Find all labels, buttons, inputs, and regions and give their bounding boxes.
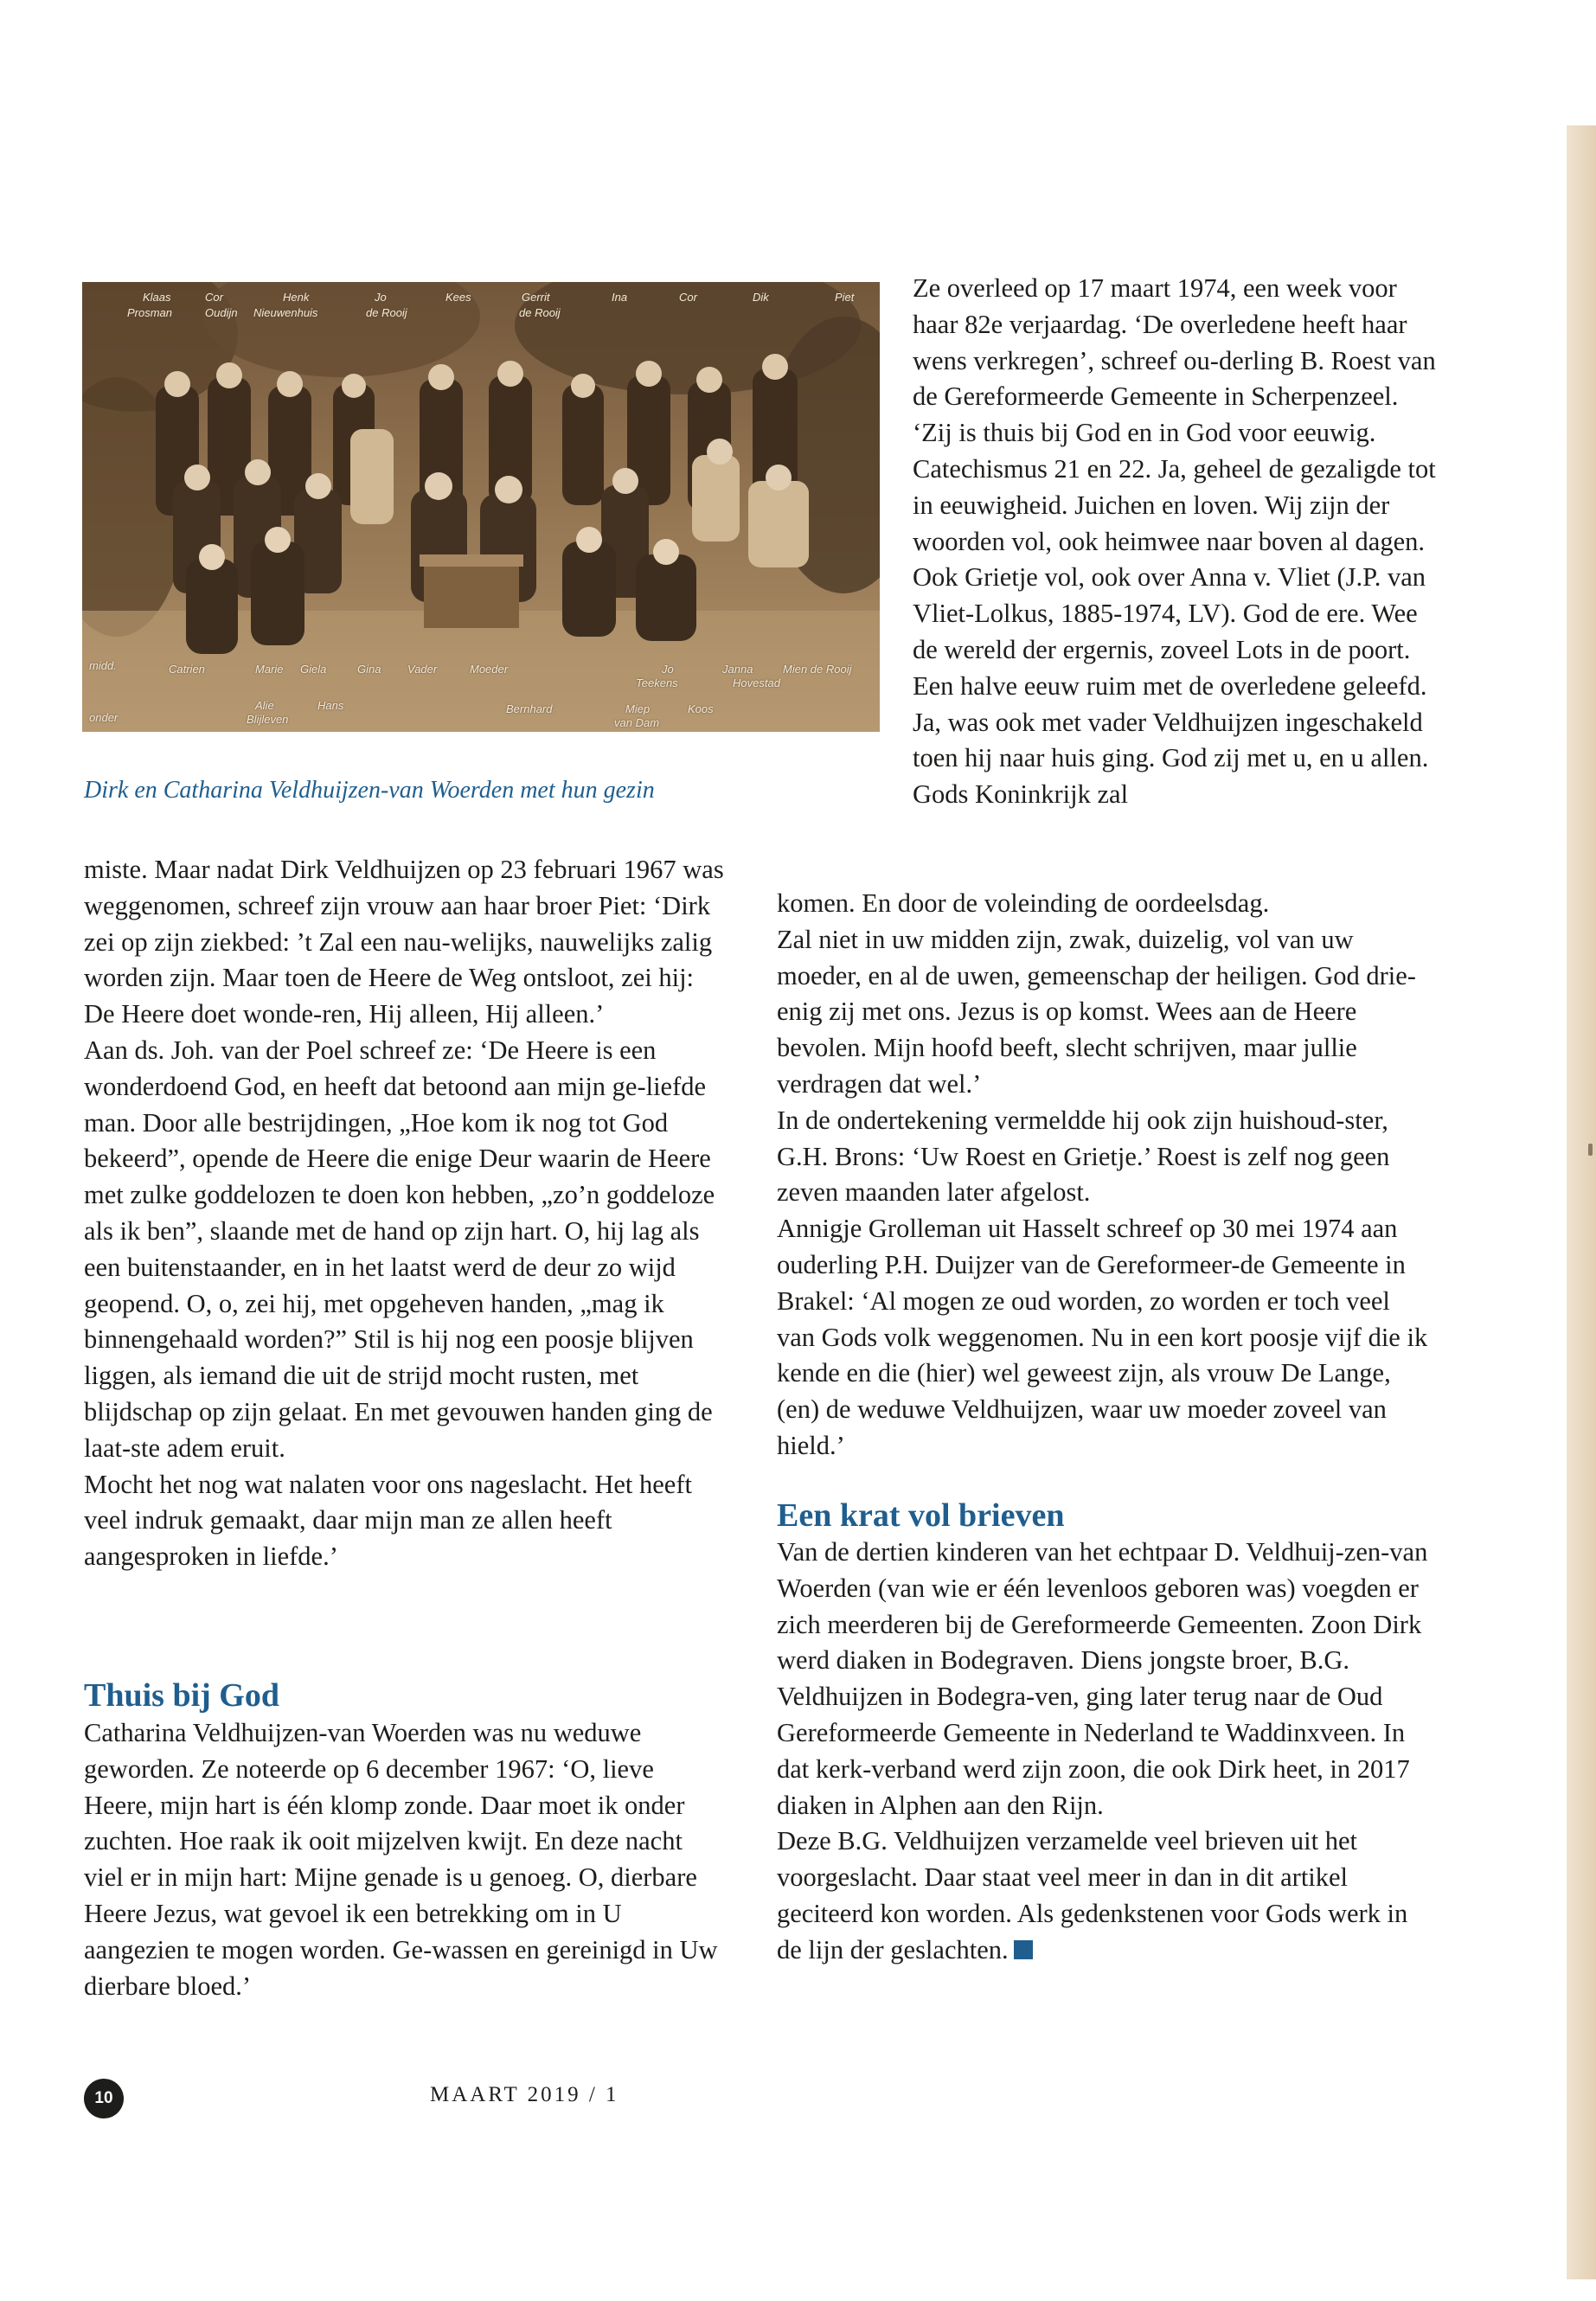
photo-label: Bernhard <box>506 702 553 715</box>
photo-label: Koos <box>688 702 714 715</box>
section-heading-een-krat-vol-brieven: Een krat vol brieven <box>777 1497 1065 1534</box>
photo-label: Teekens <box>636 676 678 689</box>
photo-label: Alie <box>255 699 274 712</box>
photo-label: Marie <box>255 663 284 676</box>
photo-label: Janna <box>722 663 753 676</box>
paragraph: Mocht het nog wat nalaten voor ons nageslacht. Het heeft veel indruk gemaakt, daar mijn man ze allen heeft aangesproken in liefde.’ <box>84 1469 692 1572</box>
photo-label: Ina <box>612 291 628 304</box>
photo-label: Catrien <box>169 663 205 676</box>
paragraph-last <box>777 1823 1434 1968</box>
photo-label: Hovestad <box>733 676 780 689</box>
photo-label: Oudijn <box>205 306 238 319</box>
photo-caption: Dirk en Catharina Veldhuijzen-van Woerden met hun gezin <box>84 777 655 804</box>
photo-label: Gina <box>357 663 381 676</box>
paragraph: In de ondertekening vermeldde hij ook zijn huishoud-ster, G.H. Brons: ‘Uw Roest en Grietje.’ Roest is zelf nog geen zeven maanden later afgelost. <box>777 1105 1390 1208</box>
photo-label: Gerrit <box>522 291 550 304</box>
paragraph: Aan ds. Joh. van der Poel schreef ze: ‘De Heere is een wonderdoend God, en heeft dat betoond aan mijn ge-liefde man. Door alle bestrijdingen, „Hoe kom ik nog tot God bekeerd”, opende de Heere die enige Deur waarin de Heere met zulke goddelozen te doen kon hebben, „zo’n goddeloze als ik ben”, slaande met de hand op zijn hart. O, hij lag als een buitenstaander, en in het laatst werd de deur zo wijd geopend. O, o, zei hij, met opgeheven handen, „mag ik binnengehaald worden?” Stil is hij nog een poosje blijven liggen, als iemand die uit de strijd mocht rusten, met blijdschap op zijn gelaat. En met gevouwen handen ging de laat-ste adem eruit. <box>84 1035 715 1463</box>
page-edge-strip <box>1567 125 1596 2279</box>
photo-label: van Dam <box>614 716 660 729</box>
photo-label: Kees <box>445 291 471 304</box>
photo-label: Prosman <box>127 306 173 319</box>
photo-label: onder <box>89 711 119 724</box>
photo-label: de Rooij <box>366 306 407 319</box>
issue-label: MAART 2019 / 1 <box>430 2083 619 2106</box>
paragraph: Annigje Grolleman uit Hasselt schreef op 30 mei 1974 aan ouderling P.H. Duijzer van de Gereformeer-de Gemeente in Brakel: ‘Al mogen ze oud worden, zo worden er toch veel van Gods volk weggenomen. Nu in een kort poosje vijf die ik kende en die (hier) wel geweest zijn, als vrouw De Lange, (en) de weduwe Veldhuijzen, waar uw moeder zoveel van hield.’ <box>777 1214 1428 1460</box>
photo-label: Henk <box>283 291 310 304</box>
paragraph: miste. Maar nadat Dirk Veldhuijzen op 23 februari 1967 was weggenomen, schreef zijn vrouw aan haar broer Piet: ‘Dirk zei op zijn ziekbed: ’t Zal een nau-welijks, nauwelijks zalig worden zijn. Maar toen de Heere de Weg ontsloot, zei hij: De Heere doet wonde-ren, Hij alleen, Hij alleen.’ <box>84 855 724 1029</box>
family-photo <box>82 282 880 732</box>
photo-label: Piet <box>835 291 855 304</box>
paragraph: Ze overleed op 17 maart 1974, een week voor haar 82e verjaardag. ‘De overledene heeft haar wens verkregen’, schreef ou-derling B. Roest van de Gereformeerde Gemeente in Scherpenzeel. ‘Zij is thuis bij God en in God voor eeuwig. Catechismus 21 en 22. Ja, geheel de gezaligde tot in eeuwigheid. Juichen en loven. Wij zijn der woorden vol, ook heimwee naar boven al dagen. Ook Grietje vol, ook over Anna v. Vliet (J.P. van Vliet-Lolkus, 1885-1974, LV). God de ere. Wee de wereld der ergernis, zoveel Lots in de poort. <box>913 273 1436 664</box>
paragraph: Van de dertien kinderen van het echtpaar D. Veldhuij-zen-van Woerden (van wie er één levenloos geboren was) voegden er zich meerderen bij de Gereformeerde Gemeenten. Zoon Dirk werd diaken in Bodegraven. Diens jongste broer, B.G. Veldhuijzen in Bodegra-ven, ging later terug naar de Oud Gereformeerde Gemeente in Nederland te Waddinxveen. In dat kerk-verband werd zijn zoon, die ook Dirk heet, in 2017 diaken in Alphen aan den Rijn. <box>777 1537 1428 1820</box>
paragraph: Catharina Veldhuijzen-van Woerden was nu weduwe geworden. Ze noteerde op 6 december 1967: ‘O, lieve Heere, mijn hart is één klomp zonde. Daar moet ik onder zuchten. Hoe raak ik ooit mijzelven kwijt. En deze nacht viel er in mijn hart: Mijne genade is u genoeg. O, dierbare Heere Jezus, wat gevoel ik een betrekking om in U aangezien te mogen worden. Ge-wassen en gereinigd in Uw dierbare bloed.’ <box>84 1718 718 2001</box>
photo-label: Mien de Rooij <box>783 663 852 676</box>
right-column-section-text <box>777 1535 1434 1969</box>
photo-label: Dik <box>753 291 769 304</box>
photo-label: Cor <box>679 291 697 304</box>
left-column-section-text <box>84 1715 724 2004</box>
photo-label: Vader <box>407 663 438 676</box>
paragraph: Zal niet in uw midden zijn, zwak, duizelig, vol van uw moeder, en al de uwen, gemeenschap der heiligen. God drie-enig zij met ons. Jezus is op komst. Wees aan de Heere bevolen. Mijn hoofd beeft, slecht schrijven, maar jullie verdragen dat wel.’ <box>777 924 1416 1099</box>
photo-label: midd. <box>89 659 117 672</box>
photo-label: de Rooij <box>519 306 561 319</box>
end-of-article-square-icon <box>1014 1940 1033 1959</box>
section-heading-thuis-bij-god: Thuis bij God <box>84 1677 279 1714</box>
photo-label: Hans <box>317 699 344 712</box>
page-number-badge: 10 <box>84 2079 124 2118</box>
photo-label: Moeder <box>470 663 509 676</box>
photo-label: Klaas <box>143 291 171 304</box>
paragraph: Een halve eeuw ruim met de overledene geleefd. Ja, was ook met vader Veldhuijzen ingeschakeld toen hij naar huis ging. God zij met u, en u allen. Gods Koninkrijk zal <box>913 670 1429 810</box>
photo-label: Cor <box>205 291 223 304</box>
photo-label: Blijleven <box>247 713 289 726</box>
page-edge-mark <box>1588 1144 1593 1156</box>
photo-label: Jo <box>375 291 387 304</box>
right-column-mid-text <box>777 886 1434 1465</box>
photo-label: Jo <box>662 663 674 676</box>
paragraph-text: Deze B.G. Veldhuijzen verzamelde veel brieven uit het voorgeslacht. Daar staat veel meer in dan in dit artikel geciteerd kon worden. Als gedenkstenen voor Gods werk in de lijn der geslachten. <box>777 1826 1408 1965</box>
photo-label: Miep <box>625 702 651 715</box>
photo-label: Nieuwenhuis <box>253 306 318 319</box>
photo-label: Giela <box>300 663 327 676</box>
left-column-text <box>84 852 724 1575</box>
paragraph: komen. En door de voleinding de oordeelsdag. <box>777 888 1270 918</box>
right-column-top-text <box>913 271 1440 813</box>
